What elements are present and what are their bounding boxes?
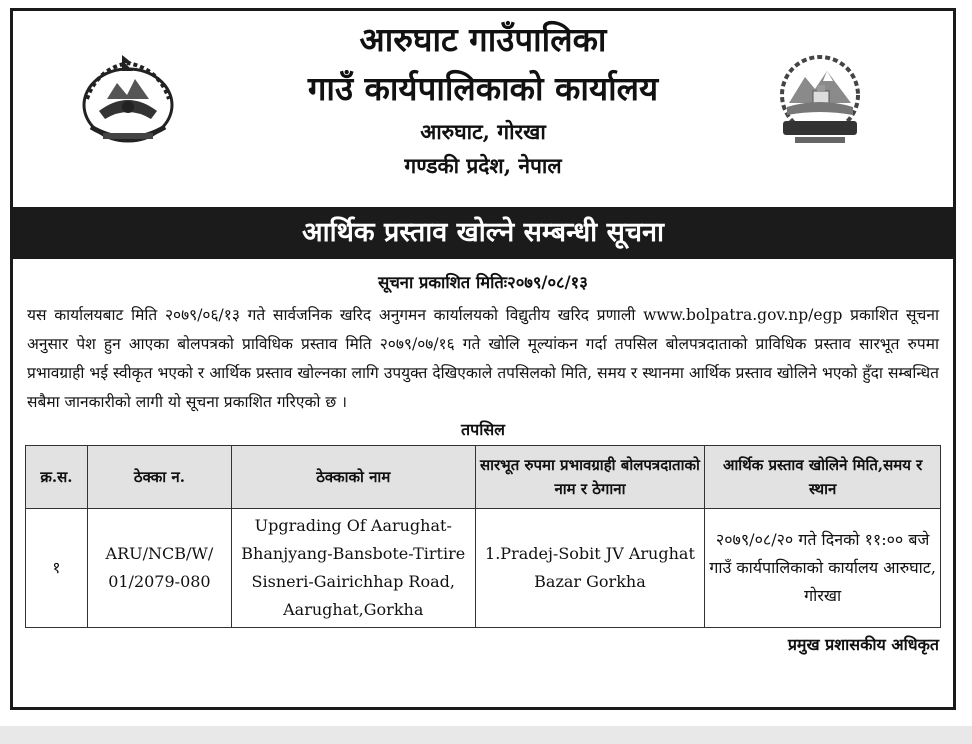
notice-banner: आर्थिक प्रस्ताव खोल्ने सम्बन्धी सूचना: [13, 207, 953, 259]
cell-sn: १: [26, 509, 88, 628]
aarughat-rural-municipality-logo-icon: [773, 51, 867, 147]
col-header-contract-name: ठेक्काको नाम: [231, 446, 475, 509]
col-header-sn: क्र.स.: [26, 446, 88, 509]
published-date: सूचना प्रकाशित मितिः२०७९/०८/१३: [378, 273, 588, 292]
cell-bidder: 1.Pradej-Sobit JV Arughat Bazar Gorkha: [475, 509, 705, 628]
notice-header: [13, 11, 953, 207]
office-name: गाउँ कार्यपालिकाको कार्यालय: [307, 69, 659, 108]
table-row: [26, 509, 941, 628]
cell-contract-no: ARU/NCB/W/ 01/2079-080: [87, 509, 231, 628]
office-titles: [213, 17, 753, 183]
schedule-label: तपसिल: [460, 420, 506, 439]
notice-body: यस कार्यालयबाट मिति २०७९/०६/१३ गते सार्वजनिक खरिद अनुगमन कार्यालयको विद्युतीय खरिद प्रणाली www.bolpatra.gov.np/egp प्रकाशित सूचना अनुसार पेश हुन आएका बोलपत्रको प्राविधिक प्रस्ताव मिति २०७९/०७/१६ गते खोलि मूल्यांकन गर्दा तपसिल बोलपत्रदाताको प्राविधिक प्रस्ताव सारभूत रुपमा प्रभावग्राही भई स्वीकृत भएको र आर्थिक प्रस्ताव खोल्नका लागि उपयुक्त देखिएकाले तपसिलको मिति, समय र स्थानमा आर्थिक प्रस्ताव खोलिने भएको हुँदा सम्बन्धित सबैमा जानकारीको लागी यो सूचना प्रकाशित गरिएको छ ।: [27, 306, 939, 411]
cell-opening: २०७९/०८/२० गते दिनको ११:०० बजे गाउँ कार्यपालिकाको कार्यालय आरुघाट, गोरखा: [705, 509, 941, 628]
signatory-title: प्रमुख प्रशासकीय अधिकृत: [787, 635, 939, 654]
bid-opening-table: [25, 445, 941, 628]
col-header-bidder: सारभूत रुपमा प्रभावग्राही बोलपत्रदाताको नाम र ठेगाना: [475, 446, 705, 509]
nepal-government-emblem-icon: [77, 49, 179, 149]
page-bottom-band: [0, 726, 972, 744]
province-country: गण्डकी प्रदेश, नेपाल: [404, 153, 562, 178]
notice-sheet: [10, 8, 956, 710]
col-header-contract-no: ठेक्का न.: [87, 446, 231, 509]
municipality-name: आरुघाट गाउँपालिका: [359, 20, 607, 59]
table-header-row: [26, 446, 941, 509]
cell-contract-name: Upgrading Of Aarughat-Bhanjyang-Bansbote-Tirtire Sisneri-Gairichhap Road, Aarughat,Gorkha: [231, 509, 475, 628]
office-address: आरुघाट, गोरखा: [420, 119, 546, 144]
col-header-opening: आर्थिक प्रस्ताव खोलिने मिति,समय र स्थान: [705, 446, 941, 509]
